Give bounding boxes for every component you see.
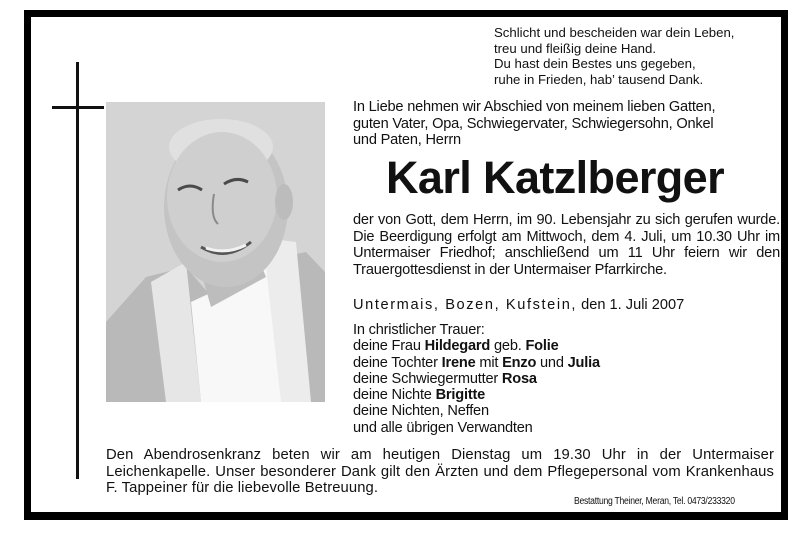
mourner-line: deine Frau Hildegard geb. Folie <box>353 338 559 355</box>
poem-line: ruhe in Frieden, hab’ tausend Dank. <box>494 71 704 87</box>
intro-line: In Liebe nehmen wir Abschied von meinem lieben Gatten, <box>353 99 716 115</box>
mourner-line: deine Tochter Irene mit Enzo und Julia <box>353 354 600 371</box>
poem-line: Du hast dein Bestes uns gegeben, <box>494 56 696 71</box>
mourner-line: und alle übrigen Verwandten <box>353 419 533 436</box>
poem-line: Schlicht und bescheiden war dein Leben, <box>494 25 735 40</box>
cross-icon-vertical <box>76 62 79 479</box>
mourner-line: deine Nichte Brigitte <box>353 387 486 404</box>
poem-line: treu und fleißig deine Hand. <box>494 40 657 56</box>
announcement-text: der von Gott, dem Herrn, im 90. Lebensjahr zu sich gerufen wurde. Die Beerdigung erfolgt am Mittwoch, dem 4. Juli, um 10.30 Uhr im Untermaiser Friedhof; anschließend um 11 Uhr feiern wir den Trauergottesdienst in der Untermaiser Pfarrkirche. <box>353 212 780 278</box>
intro-line: und Paten, Herrn <box>353 132 461 149</box>
portrait-illustration <box>106 102 325 402</box>
date: den 1. Juli 2007 <box>577 297 685 313</box>
places: Untermais, Bozen, Kufstein, <box>353 297 578 313</box>
intro-line: guten Vater, Opa, Schwiegervater, Schwiegersohn, Onkel <box>353 115 714 132</box>
poem <box>494 25 734 87</box>
portrait-photo <box>106 102 325 402</box>
place-date-line <box>353 297 684 314</box>
mourner-line: deine Nichten, Neffen <box>353 403 489 420</box>
cross-icon-horizontal <box>52 106 104 109</box>
undertaker-credit: Bestattung Theiner, Meran, Tel. 0473/233320 <box>574 496 735 507</box>
mourner-line: deine Schwiegermutter Rosa <box>353 370 537 387</box>
footer-text: Den Abendrosenkranz beten wir am heutigen Dienstag um 19.30 Uhr in der Untermaiser Leichenkapelle. Unser besonderer Dank gilt den Ärzten und dem Pflegepersonal vom Krankenhaus F. Tappeiner für die liebevolle Betreuung. <box>106 447 774 497</box>
intro-text <box>353 99 715 149</box>
mourners-list <box>353 322 600 436</box>
mourners-heading: In christlicher Trauer: <box>353 322 485 338</box>
deceased-name: Karl Katzlberger <box>386 152 725 203</box>
